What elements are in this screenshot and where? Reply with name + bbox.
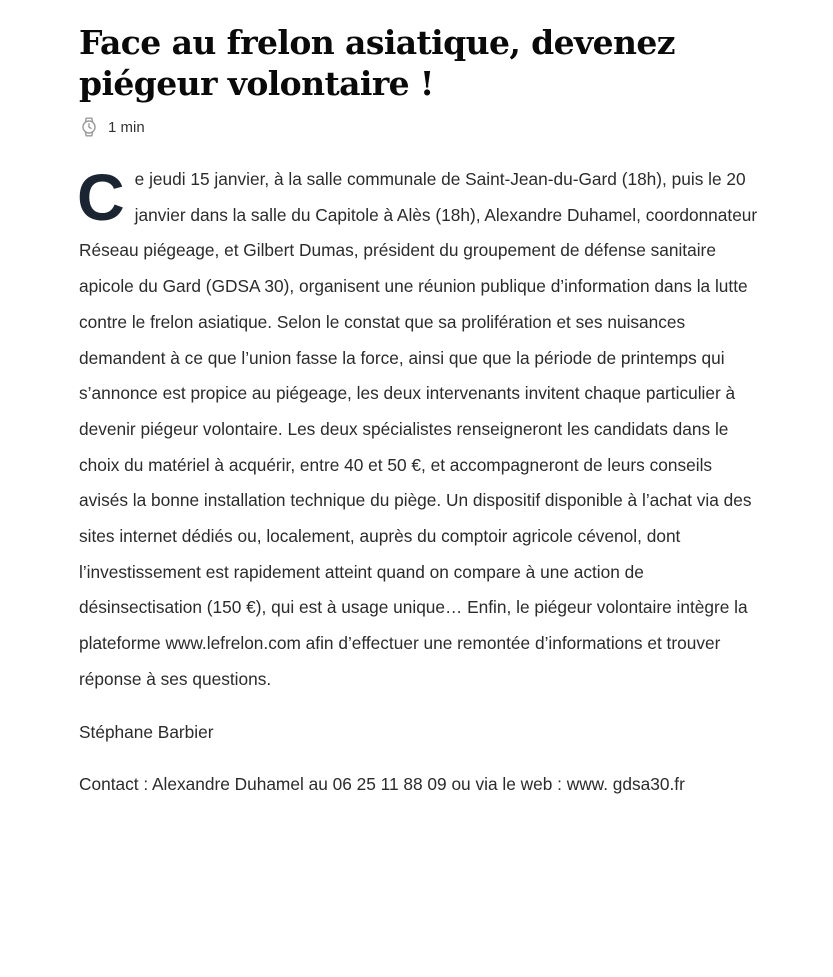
watch-icon: [80, 117, 98, 137]
read-time: 1 min: [108, 118, 145, 136]
paragraph-text: e jeudi 15 janvier, à la salle communale de Saint-Jean-du-Gard (18h), puis le 20 janvier dans la salle du Capitole à Alès (18h), Alexandre Duhamel, coordonnateur Réseau piégeage, et Gilbert Dumas, président du groupement de défense sanitaire apicole du Gard (GDSA 30), organisent une réunion publique d’information dans la lutte contre le frelon asiatique. Selon le constat que sa prolifération et ses nuisances demandent à ce que l’union fasse la force, ainsi que que la période de printemps qui s’annonce est propice au piégeage, les deux intervenants invitent chaque particulier à devenir piégeur volontaire. Les deux spécialistes renseigneront les candidats dans le choix du matériel à acquérir, entre 40 et 50 €, et accompagneront de leurs conseils avisés la bonne installation technique du piège. Un dispositif disponible à l’achat via des sites internet dédiés ou, localement, auprès du comptoir agricole cévenol, dont l’investissement est rapidement atteint quand on compare à une action de désinsectisation (150 €), qui est à usage unique… Enfin, le piégeur volontaire intègre la plateforme www.lefrelon.com afin d’effectuer une remontée d’informations et trouver réponse à ses questions.: [79, 169, 758, 689]
contact-line: Contact : Alexandre Duhamel au 06 25 11 88 09 ou via le web : www. gdsa30.fr: [79, 774, 685, 795]
drop-cap: C: [77, 160, 125, 234]
article-paragraph: [79, 162, 759, 698]
author-signature: Stéphane Barbier: [79, 721, 214, 742]
article-meta: [79, 116, 759, 138]
article: [79, 22, 759, 803]
article-title: Face au frelon asiatique, devenez piégeur volontaire !: [79, 23, 675, 103]
article-body: [79, 162, 759, 803]
